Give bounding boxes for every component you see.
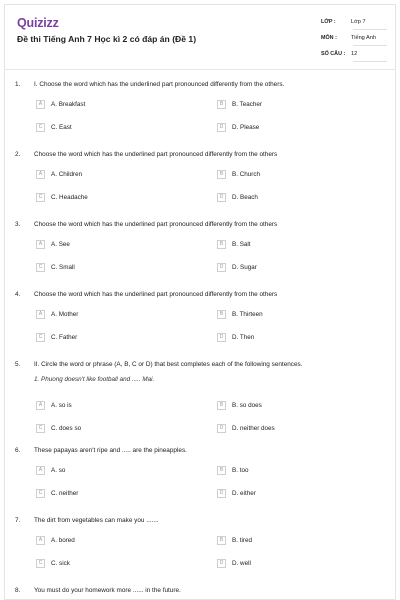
option-label: D. Sugar <box>232 263 257 271</box>
option-label: A. See <box>51 240 70 248</box>
worksheet-header <box>5 5 395 69</box>
option-a[interactable] <box>36 308 78 320</box>
option-b[interactable] <box>217 464 248 476</box>
question-text: Choose the word which has the underlined part pronounced differently from the others <box>34 151 278 158</box>
option-label: D. Beach <box>232 193 258 201</box>
option-label: C. East <box>51 123 72 131</box>
option-label: B. Teacher <box>232 100 262 108</box>
option-label: B. tired <box>232 536 252 544</box>
option-letter-box: D <box>217 263 226 272</box>
option-letter-box: C <box>36 489 45 498</box>
question-number: 5. <box>15 361 21 368</box>
option-b[interactable] <box>217 168 260 180</box>
option-label: C. does so <box>51 424 82 432</box>
question-text: I. Choose the word which has the underlined part pronounced differently from the others. <box>34 81 285 88</box>
option-letter-box: C <box>36 424 45 433</box>
meta-count <box>321 51 357 57</box>
option-label: A. Mother <box>51 310 79 318</box>
option-letter-box: D <box>217 123 226 132</box>
question-number: 3. <box>15 221 21 228</box>
option-d[interactable] <box>217 557 251 569</box>
option-letter-box: A <box>36 536 45 545</box>
option-label: A. so <box>51 466 66 474</box>
worksheet-title: Đề thi Tiếng Anh 7 Học kì 2 có đáp án (Đề 1) <box>17 34 197 44</box>
question-subtext: 1. Phuong doesn't like football and ..... Mai. <box>34 376 155 383</box>
option-d[interactable] <box>217 487 256 499</box>
option-c[interactable] <box>36 261 75 273</box>
option-d[interactable] <box>217 121 259 133</box>
meta-class <box>321 19 366 25</box>
option-label: A. Breakfast <box>51 100 86 108</box>
option-letter-box: D <box>217 489 226 498</box>
meta-class-value: Lớp 7 <box>351 19 366 25</box>
question-number: 4. <box>15 291 21 298</box>
question-number: 8. <box>15 587 21 594</box>
option-letter-box: A <box>36 100 45 109</box>
option-letter-box: A <box>36 401 45 410</box>
option-label: C. sick <box>51 559 70 567</box>
option-label: D. well <box>232 559 251 567</box>
option-c[interactable] <box>36 557 70 569</box>
option-letter-box: B <box>217 240 226 249</box>
option-letter-box: B <box>217 310 226 319</box>
option-label: B. too <box>232 466 249 474</box>
question-number: 2. <box>15 151 21 158</box>
option-label: D. either <box>232 489 256 497</box>
option-c[interactable] <box>36 422 81 434</box>
option-letter-box: C <box>36 193 45 202</box>
option-b[interactable] <box>217 534 252 546</box>
option-label: D. Please <box>232 123 260 131</box>
option-letter-box: D <box>217 193 226 202</box>
option-letter-box: B <box>217 466 226 475</box>
meta-count-value: 12 <box>351 51 358 57</box>
question-text: These papayas aren't ripe and ..... are the pineapples. <box>34 447 187 454</box>
option-c[interactable] <box>36 331 77 343</box>
header-divider <box>5 69 395 70</box>
option-label: C. Headache <box>51 193 88 201</box>
option-a[interactable] <box>36 399 72 411</box>
option-letter-box: C <box>36 123 45 132</box>
quizizz-logo[interactable]: Quizizz <box>17 16 59 30</box>
option-b[interactable] <box>217 399 262 411</box>
option-d[interactable] <box>217 422 275 434</box>
meta-divider <box>353 61 387 62</box>
option-c[interactable] <box>36 487 78 499</box>
meta-subject-key: MÔN : <box>321 35 337 41</box>
meta-divider <box>353 29 387 30</box>
question-text: You must do your homework more ...... in the future. <box>34 587 181 594</box>
option-label: A. bored <box>51 536 75 544</box>
option-label: B. so does <box>232 401 262 409</box>
option-c[interactable] <box>36 191 88 203</box>
option-label: B. Salt <box>232 240 251 248</box>
option-c[interactable] <box>36 121 72 133</box>
question-text: Choose the word which has the underlined part pronounced differently from the others <box>34 291 278 298</box>
option-b[interactable] <box>217 98 262 110</box>
option-letter-box: A <box>36 466 45 475</box>
option-letter-box: B <box>217 536 226 545</box>
option-letter-box: B <box>217 170 226 179</box>
question-text: II. Circle the word or phrase (A, B, C or D) that best completes each of the following sentences. <box>34 361 303 368</box>
option-letter-box: D <box>217 424 226 433</box>
option-a[interactable] <box>36 98 85 110</box>
question-text: The dirt from vegetables can make you ....... <box>34 517 159 524</box>
meta-count-key: SỐ CÂU : <box>321 51 346 57</box>
meta-subject-value: Tiếng Anh <box>351 35 376 41</box>
option-label: C. Father <box>51 333 78 341</box>
option-label: C. neither <box>51 489 79 497</box>
option-a[interactable] <box>36 464 65 476</box>
option-letter-box: D <box>217 333 226 342</box>
meta-subject <box>321 35 376 41</box>
option-label: B. Church <box>232 170 260 178</box>
option-letter-box: A <box>36 310 45 319</box>
option-letter-box: D <box>217 559 226 568</box>
option-label: C. Small <box>51 263 75 271</box>
option-b[interactable] <box>217 238 251 250</box>
option-d[interactable] <box>217 261 257 273</box>
option-letter-box: B <box>217 401 226 410</box>
meta-divider <box>353 45 387 46</box>
option-letter-box: A <box>36 240 45 249</box>
option-letter-box: C <box>36 333 45 342</box>
option-letter-box: B <box>217 100 226 109</box>
option-letter-box: C <box>36 559 45 568</box>
option-b[interactable] <box>217 308 263 320</box>
option-label: D. neither does <box>232 424 275 432</box>
option-label: B. Thirteen <box>232 310 263 318</box>
worksheet-page <box>4 4 396 600</box>
option-d[interactable] <box>217 331 254 343</box>
question-number: 7. <box>15 517 21 524</box>
option-label: A. so is <box>51 401 72 409</box>
option-d[interactable] <box>217 191 258 203</box>
option-a[interactable] <box>36 534 75 546</box>
question-number: 6. <box>15 447 21 454</box>
option-a[interactable] <box>36 238 70 250</box>
meta-class-key: LỚP : <box>321 19 336 25</box>
option-a[interactable] <box>36 168 82 180</box>
question-text: Choose the word which has the underlined part pronounced differently from the others <box>34 221 278 228</box>
option-label: A. Children <box>51 170 83 178</box>
option-label: D. Then <box>232 333 255 341</box>
question-number: 1. <box>15 81 21 88</box>
option-letter-box: C <box>36 263 45 272</box>
option-letter-box: A <box>36 170 45 179</box>
